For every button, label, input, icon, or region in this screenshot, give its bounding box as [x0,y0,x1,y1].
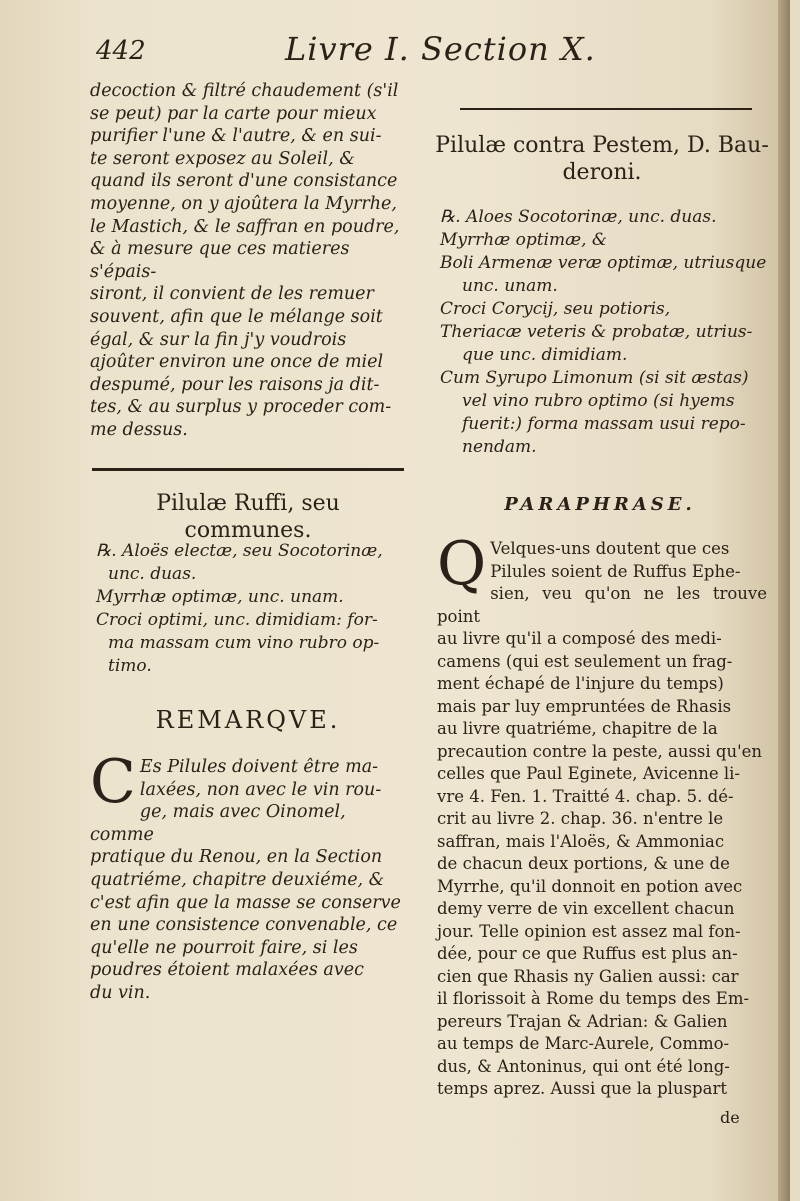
text-line: dée, pour ce que Ruffus est plus an- [437,944,738,963]
drop-cap: Q [437,529,487,599]
text-line: crit au livre 2. chap. 36. n'entre le [437,809,724,828]
text-line: jour. Telle opinion est assez mal fon- [437,921,741,941]
remarque-heading: REMARQVE. [155,706,341,734]
text-line: laxées, non avec le vin rou- [139,779,382,800]
text-line: au livre quatriéme, chapitre de la [437,719,718,738]
text-line: dus, & Antoninus, qui ont été long- [437,1056,730,1076]
remarque-text [90,747,408,1005]
recipe-line: Theriacæ veteris & probatæ, utrius- [440,322,753,342]
recipe-line: ℞. Aloes Socotorinæ, unc. duas. [440,207,717,227]
text-line: ment échapé de l'injure du temps) [437,674,724,693]
recipe-line: ℞. Aloës electæ, seu Socotorinæ, [96,541,383,561]
text-line: purifier l'une & l'autre, & en sui- [90,126,382,147]
pill-title-right [432,132,772,186]
text-line: qu'elle ne pourroit faire, si les [90,937,358,958]
text-line: du vin. [90,982,151,1003]
recipe-line: unc. duas. [108,564,197,584]
recipe-line: que unc. dimidiam. [462,345,628,365]
recipe-line: Myrrhæ optimæ, & [440,230,608,250]
paraphrase-text [437,529,767,1101]
recipe-line: Croci optimi, unc. dimidiam: for- [96,610,378,630]
text-line: il florissoit à Rome du temps des Em- [437,989,750,1008]
text-line: cien que Rhasis ny Galien aussi: car [437,966,739,986]
text-line: decoction & filtré chaudement (s'il [90,81,399,101]
text-line: Pilules soient de Ruffus Ephe- [490,561,741,581]
pill-title-left: Pilulæ Ruffi, seu communes. [156,491,340,543]
text-line: égal, & sur la fin j'y voudrois [90,329,347,350]
text-line: moyenne, on y ajoûtera la Myrrhe, [90,193,397,214]
text-line: Myrrhe, qu'il donnoit en potion avec [437,876,743,896]
text-line: despumé, pour les raisons ja dit- [90,374,380,395]
recipe-line: Myrrhæ optimæ, unc. unam. [96,587,344,607]
text-line: quand ils seront d'une consistance [90,171,398,192]
recipe-line: ma massam cum vino rubro op- [108,633,380,653]
section-rule [92,468,404,471]
recipe-right [440,206,770,459]
catchword: de [720,1108,740,1127]
text-line: me dessus. [90,419,188,440]
page-edge-shadow [778,0,790,1201]
text-line: au temps de Marc-Aurele, Commo- [437,1034,730,1053]
text-line: souvent, afin que le mélange soit [90,306,383,327]
recipe-line: Cum Syrupo Limonum (si sit æstas) [440,368,749,388]
recipe-line: nendam. [462,437,537,457]
recipe-line: vel vino rubro optimo (si hyems [462,391,735,411]
text-line: c'est afin que la masse se conserve [90,892,401,913]
recipe-line: unc. unam. [462,276,558,296]
text-line: de chacun deux portions, & une de [437,854,730,873]
page-header [80,30,700,70]
text-line: siront, il convient de les remuer [90,284,374,305]
text-line: sien, veu qu'on ne les trouve point [437,584,767,626]
running-head: Livre I. Section X. [285,30,596,68]
title-line: deroni. [562,160,642,185]
text-line: ajoûter environ une once de miel [90,352,384,373]
text-line: vre 4. Fen. 1. Traitté 4. chap. 5. dé- [437,786,734,806]
text-line: poudres étoient malaxées avec [90,960,364,981]
recipe-line: timo. [108,656,152,676]
text-line: ge, mais avec Oinomel, comme [90,802,346,845]
text-line: pereurs Trajan & Adrian: & Galien [437,1011,728,1031]
page-number: 442 [96,36,146,66]
text-line: mais par luy empruntées de Rhasis [437,696,732,716]
recipe-line: Croci Corycij, seu potioris, [440,299,671,319]
text-line: temps aprez. Aussi que la pluspart [437,1079,727,1098]
text-line: demy verre de vin excellent chacun [437,899,735,918]
text-line: le Mastich, & le saffran en poudre, [90,216,400,237]
drop-cap: C [90,747,136,817]
text-line: te seront exposez au Soleil, & [90,148,355,169]
text-line: camens (qui est seulement un frag- [437,651,733,671]
text-line: celles que Paul Eginete, Avicenne li- [437,764,740,783]
text-line: saffran, mais l'Aloës, & Ammoniac [437,831,725,851]
recipe-left [96,540,412,678]
text-line: au livre qu'il a composé des medi- [437,629,722,648]
text-line: en une consistence convenable, ce [90,915,398,936]
left-top-text [90,80,408,442]
text-line: pratique du Renou, en la Section [90,847,383,868]
section-rule [460,108,752,110]
text-line: Velques-uns doutent que ces [490,539,730,558]
text-line: & à mesure que ces matieres s'épais- [90,239,350,282]
paraphrase-heading: PARAPHRASE. [504,494,696,515]
text-line: Es Pilules doivent être ma- [139,757,379,777]
text-line: se peut) par la carte pour mieux [90,103,377,124]
recipe-line: fuerit:) forma massam usui repo- [462,414,746,434]
text-line: precaution contre la peste, aussi qu'en [437,741,763,761]
title-line: Pilulæ contra Pestem, D. Bau- [435,133,769,158]
text-line: tes, & au surplus y proceder com- [90,397,392,418]
text-line: quatriéme, chapitre deuxiéme, & [90,869,385,890]
recipe-line: Boli Armenæ veræ optimæ, utriusque [440,253,767,273]
